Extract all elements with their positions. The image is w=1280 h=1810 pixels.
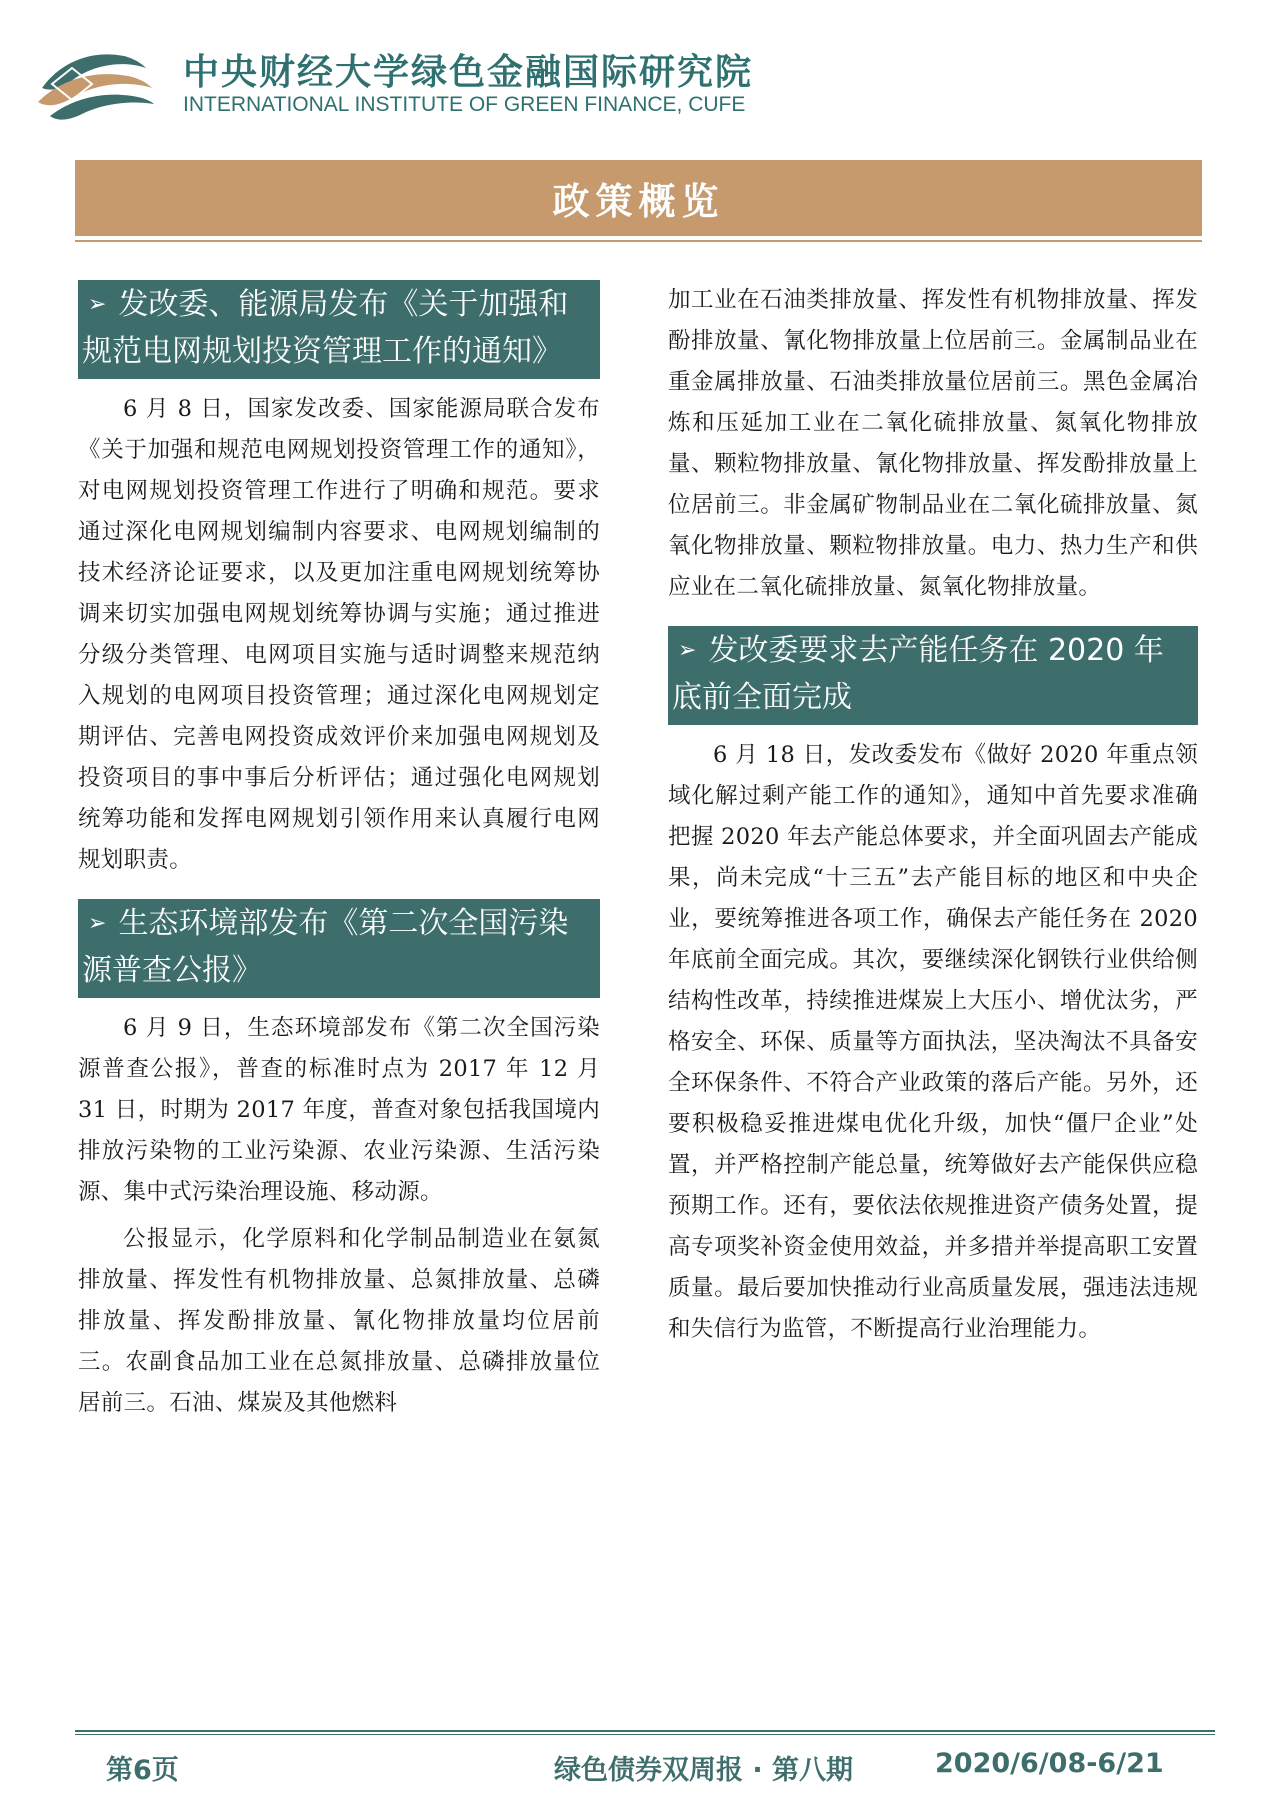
- article-2-heading: [78, 899, 600, 998]
- section-title: 政策概览: [552, 180, 725, 223]
- article-1-paragraph: 6 月 8 日，国家发改委、国家能源局联合发布《关于加强和规范电网规划投资管理工作的通知》，对电网规划投资管理工作进行了明确和规范。要求通过深化电网规划编制内容要求、电网规划编制的技术经济论证要求，以及更加注重电网规划统筹协调来切实加强电网规划统筹协调与实施；通过推进分级分类管理、电网项目实施与适时调整来规范纳入规划的电网项目投资管理；通过深化电网规划定期评估、完善电网投资成效评价来加强电网规划及投资项目的事中事后分析评估；通过强化电网规划统筹功能和发挥电网规划引领作用来认真履行电网规划职责。: [78, 396, 600, 873]
- right-column: [668, 280, 1198, 1350]
- arrow-bullet-icon: ➢: [88, 911, 107, 936]
- footer-divider: [75, 1730, 1215, 1732]
- section-banner: [75, 160, 1202, 236]
- org-name-en: INTERNATIONAL INSTITUTE OF GREEN FINANCE, CUFE: [183, 93, 746, 116]
- arrow-bullet-icon: ➢: [88, 292, 107, 317]
- article-2-paragraph-1: 6 月 9 日，生态环境部发布《第二次全国污染源普查公报》，普查的标准时点为 2017 年 12 月 31 日，时期为 2017 年度，普查对象包括我国境内排放污染物的工业污染源、农业污染源、生活污染源、集中式污染治理设施、移动源。: [78, 1015, 600, 1205]
- institute-logo: [32, 42, 157, 130]
- article-2-paragraph-2: 公报显示，化学原料和化学制品制造业在氨氮排放量、挥发性有机物排放量、总氮排放量、总磷排放量、挥发酚排放量、氰化物排放量均位居前三。农副食品加工业在总氮排放量、总磷排放量位居前三。石油、煤炭及其他燃料: [78, 1226, 600, 1416]
- issue-date: 2020/6/08-6/21: [935, 1748, 1164, 1779]
- article-3-heading: [668, 626, 1198, 725]
- article-1-heading: [78, 280, 600, 379]
- article-1-title: 发改委、能源局发布《关于加强和规范电网规划投资管理工作的通知》: [82, 287, 569, 369]
- article-3-title: 发改委要求去产能任务在 2020 年底前全面完成: [672, 633, 1164, 715]
- article-2-title: 生态环境部发布《第二次全国污染源普查公报》: [82, 906, 569, 988]
- left-column: [78, 280, 600, 1424]
- article-2-paragraph-2-continued: 加工业在石油类排放量、挥发性有机物排放量、挥发酚排放量、氰化物排放量上位居前三。金属制品业在重金属排放量、石油类排放量位居前三。黑色金属冶炼和压延加工业在二氧化硫排放量、氮氧化物排放量、颗粒物排放量、氰化物排放量、挥发酚排放量上位居前三。非金属矿物制品业在二氧化硫排放量、氮氧化物排放量、颗粒物排放量。电力、热力生产和供应业在二氧化硫排放量、氮氧化物排放量。: [668, 287, 1198, 600]
- article-3-paragraph: 6 月 18 日，发改委发布《做好 2020 年重点领域化解过剩产能工作的通知》，通知中首先要求准确把握 2020 年去产能总体要求，并全面巩固去产能成果，尚未完成“十三五”去产能目标的地区和中央企业，要统筹推进各项工作，确保去产能任务在 2020 年底前全面完成。其次，要继续深化钢铁行业供给侧结构性改革，持续推进煤炭上大压小、增优汰劣，严格安全、环保、质量等方面执法，坚决淘汰不具备安全环保条件、不符合产业政策的落后产能。另外，还要积极稳妥推进煤电优化升级，加快“僵尸企业”处置，并严格控制产能总量，统筹做好去产能保供应稳预期工作。还有，要依法依规推进资产债务处置，提高专项奖补资金使用效益，并多措并举提高职工安置质量。最后要加快推动行业高质量发展，强违法违规和失信行为监管，不断提高行业治理能力。: [668, 742, 1198, 1342]
- journal-name: 绿色债券双周报 · 第八期: [554, 1755, 854, 1786]
- page-number: 第6页: [106, 1755, 179, 1786]
- footer-divider-thin: [75, 1734, 1215, 1735]
- arrow-bullet-icon: ➢: [678, 638, 697, 663]
- banner-divider: [75, 240, 1202, 242]
- org-name-cn: 中央财经大学绿色金融国际研究院: [183, 52, 754, 93]
